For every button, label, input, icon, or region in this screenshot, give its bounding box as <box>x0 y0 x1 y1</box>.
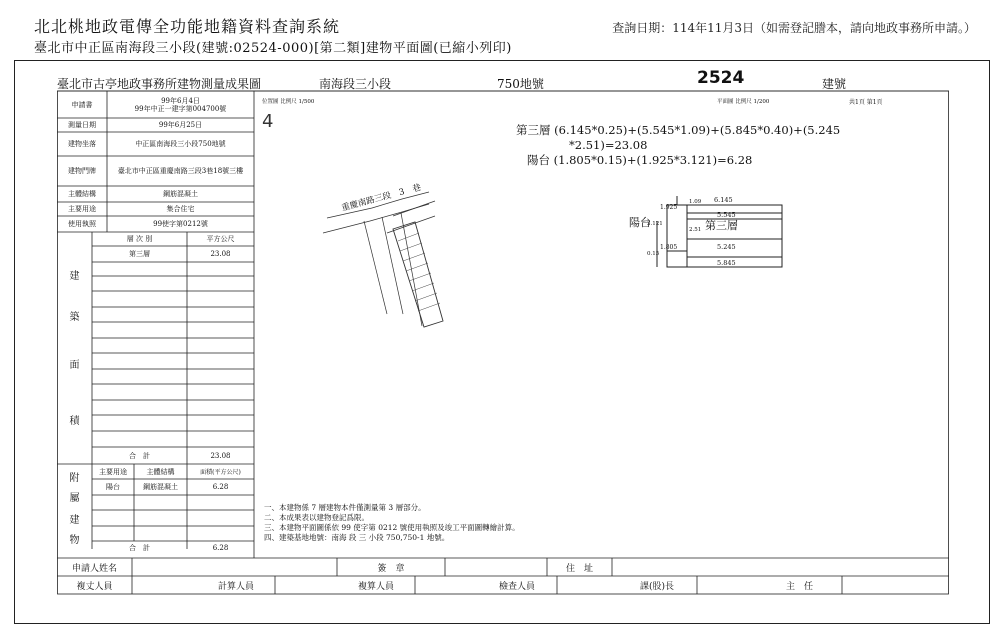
value-location: 中正區南海段三小段750地號 <box>135 140 226 148</box>
value-survey-date: 99年6月25日 <box>158 121 203 129</box>
note-2: 二、本成果表以建物登記爲限。 <box>264 513 369 522</box>
page-count: 共1頁 第1頁 <box>849 99 883 106</box>
value-structure: 鋼筋混凝土 <box>163 190 198 198</box>
survey-office-title: 臺北市古亭地政事務所建物測量成果圖 <box>57 77 262 91</box>
dim-left2: 1.805 <box>660 244 678 251</box>
annex-side-label-2: 屬 <box>69 492 80 504</box>
section-name: 南海段三小段 <box>319 77 392 91</box>
footer-seal: 簽 章 <box>377 563 405 574</box>
annex-total-label: 合 計 <box>129 544 150 552</box>
value-application: 99年6月4日 99年中正一建字第004700號 <box>134 96 227 113</box>
footer-applicant: 申請人姓名 <box>71 563 117 574</box>
calc-line-2: *2.51)=23.08 <box>569 138 648 152</box>
annex-side-label-3: 建 <box>69 514 80 526</box>
balcony-label: 陽台 <box>629 216 651 229</box>
value-main-use: 集合住宅 <box>166 205 195 213</box>
floor-scale: 平面圖 比例尺 1/200 <box>717 99 770 105</box>
area-total-value: 23.08 <box>210 451 231 460</box>
road-label: 重慶南路三段 3 巷 <box>340 182 423 214</box>
floor-row-area: 23.08 <box>210 250 231 258</box>
footer-address: 住 址 <box>565 563 593 574</box>
floor-plan-label: 第三層 <box>705 219 738 232</box>
label-permit: 使用執照 <box>68 220 96 228</box>
annex-total-value: 6.28 <box>212 544 229 552</box>
survey-notes <box>264 503 520 543</box>
dim-v3: 0.15 <box>647 251 660 257</box>
system-title: 北北桃地政電傳全功能地籍資料查詢系統 <box>34 17 341 36</box>
area-side-label-1: 建 <box>69 270 80 282</box>
area-header-sqm: 平方公尺 <box>206 235 235 243</box>
annex-header-use: 主要用途 <box>99 467 127 476</box>
area-header-floor: 層 次 別 <box>126 235 153 243</box>
annex-row-area: 6.28 <box>212 483 229 491</box>
land-number: 750地號 <box>497 77 544 91</box>
dim-v2: 2.51 <box>689 227 702 233</box>
building-number: 2524 <box>697 68 745 88</box>
footer-checker: 檢查人員 <box>498 581 535 592</box>
label-main-use: 主要用途 <box>68 205 96 213</box>
footer-calculator: 計算人員 <box>217 581 254 592</box>
footer-reviewer: 複算人員 <box>357 581 394 592</box>
footer-copier: 複丈人員 <box>76 581 113 592</box>
annex-row-structure: 鋼筋混凝土 <box>143 483 178 491</box>
dim-mid1: 5.545 <box>717 211 736 219</box>
calc-line-1: 第三層 (6.145*0.25)+(5.545*1.09)+(5.845*0.40)+(5.245 <box>516 123 841 137</box>
annex-side-label-1: 附 <box>69 472 80 484</box>
label-location: 建物坐落 <box>68 140 96 148</box>
query-date: 查詢日期：114年11月3日（如需登記謄本，請向地政事務所申請。） <box>612 21 976 35</box>
annex-header-structure: 主體結構 <box>146 467 175 476</box>
document-subtitle: 臺北市中正區南海段三小段(建號:02524-000)[第二類]建物平面圖(已縮小列印) <box>34 41 512 56</box>
value-address: 臺北市中正區重慶南路三段3巷18號三樓 <box>117 167 244 175</box>
dim-mid2: 5.245 <box>717 243 736 251</box>
note-1: 一、本建物係 7 層建物本件僅測量第 3 層部分。 <box>264 503 426 512</box>
footer-section-chief: 課(股)長 <box>639 581 675 592</box>
building-number-suffix: 建號 <box>822 77 847 91</box>
calc-line-3: 陽台 (1.805*0.15)+(1.925*3.121)=6.28 <box>527 153 753 167</box>
annex-header-area: 面積(平方公尺) <box>200 469 241 476</box>
floor-row-name: 第三層 <box>129 250 150 258</box>
dim-v1: 1.09 <box>689 199 702 205</box>
note-3: 三、本建物平面圖係依 99 使字第 0212 號使用執照及竣工平面圖轉繪計算。 <box>264 523 520 532</box>
label-structure: 主體結構 <box>68 190 96 198</box>
dim-bottom: 5.845 <box>717 259 736 267</box>
value-permit: 99使字第0212號 <box>153 220 208 228</box>
area-calculation <box>516 123 840 168</box>
dim-top: 6.145 <box>714 196 733 204</box>
area-side-label-2: 築 <box>69 311 80 323</box>
dim-left1: 1.925 <box>660 204 678 211</box>
location-scale: 位置圖 比例尺 1/500 <box>262 99 315 105</box>
label-application: 申請書 <box>71 100 93 109</box>
survey-sheet <box>57 68 949 595</box>
dim-v4: 3.121 <box>647 221 663 227</box>
area-total-label: 合 計 <box>129 451 150 460</box>
area-side-label-3: 面 <box>69 359 80 371</box>
annex-row-use: 陽台 <box>106 483 120 491</box>
handwritten-mark: 4 <box>262 111 274 132</box>
note-4: 四、建築基地地號：南海 段 三 小段 750,750-1 地號。 <box>264 533 450 542</box>
area-side-label-4: 積 <box>69 415 80 427</box>
annex-side-label-4: 物 <box>69 534 80 546</box>
label-address: 建物門牌 <box>68 167 96 175</box>
footer-director: 主 任 <box>785 581 813 592</box>
label-survey-date: 測量日期 <box>68 121 96 129</box>
